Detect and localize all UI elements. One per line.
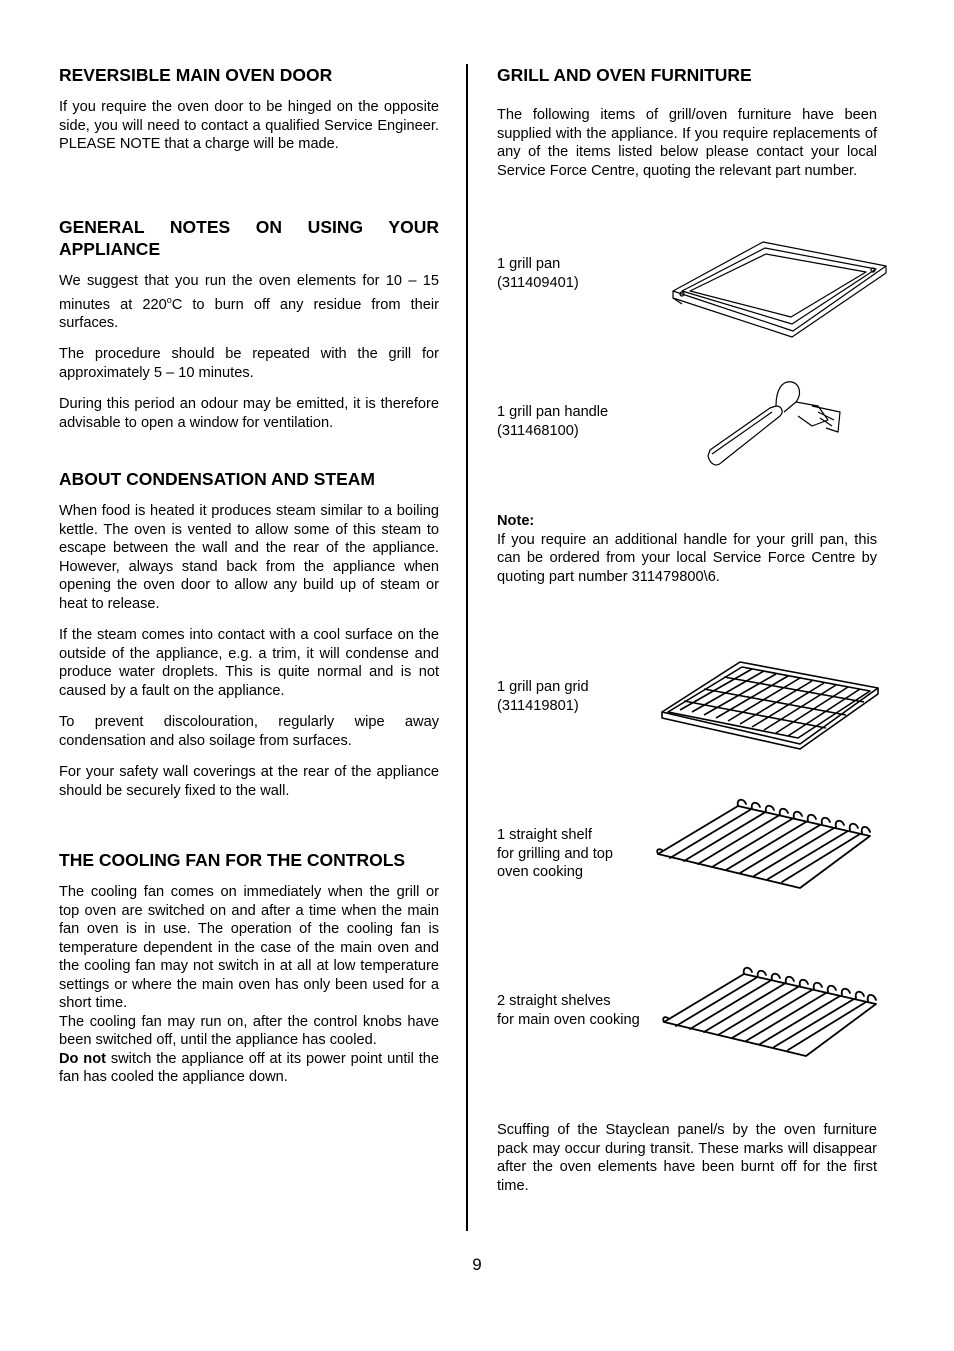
item-name: 1 grill pan handle [497,404,609,420]
paragraph: If the steam comes into contact with a cool surface on the outside of the appliance, e.g. a trim, it will condense and produce water droplets. This is quite normal and is not caused by a fault on the appliance. [59,627,439,699]
footer-note [497,1121,877,1195]
note-block [497,512,877,586]
section-cooling-fan [59,849,439,1087]
item-straight-shelves-label [497,992,640,1029]
paragraph: For your safety wall coverings at the rear of the appliance should be securely fixed to the wall. [59,764,439,799]
paragraph [59,272,439,332]
item-name: 1 straight shelf [497,827,592,843]
section-general-notes [59,216,439,432]
item-description: for grilling and top [497,845,614,862]
item-name: 1 grill pan [497,256,561,272]
straight-shelf-icon [654,796,878,892]
item-description: oven cooking [497,864,584,880]
item-name: 1 grill pan grid [497,679,589,695]
paragraph: During this period an odour may be emitted, it is therefore advisable to open a window for ventilation. [59,396,439,431]
paragraph: When food is heated it produces steam similar to a boiling kettle. The oven is vented to allow some of this steam to escape between the wall and the rear of the appliance. However, always stand back from the appliance when opening the oven door to allow any build up of steam or heat to release. [59,503,439,612]
text-span: C to burn off any residue from their surfaces. [59,296,439,331]
section-title: GRILL AND OVEN FURNITURE [497,65,752,85]
item-grill-pan-handle-label [497,403,608,440]
section-reversible-door [59,64,439,154]
section-title-text: GENERAL NOTES ON USING YOUR APPLIANCE [59,217,439,259]
paragraph: The cooling fan comes on immediately when the grill or top oven are switched on and after a time when the main fan oven is in use. The operation of the cooling fan is temperature dependent in the case of the main oven and the cooling fan may not switch in at all at low temperature settings or where the main oven has only been used for a short time. [59,884,439,1011]
section-title: ABOUT CONDENSATION AND STEAM [59,469,375,489]
item-part-number: (311468100) [497,422,579,439]
column-divider [466,64,468,1231]
item-part-number: (311409401) [497,274,579,291]
item-straight-shelf-label [497,826,613,882]
straight-shelves-icon [660,964,884,1060]
bold-text: Do not [59,1050,106,1067]
paragraph: The cooling fan may run on, after the control knobs have been switched off, until the appliance has cooled. [59,1013,439,1048]
section-condensation [59,468,439,800]
section-furniture [497,64,877,180]
note-title: Note: [497,513,535,529]
item-description: for main oven cooking [497,1011,640,1028]
degree-sup: o [166,294,172,305]
page-number: 9 [472,1255,482,1274]
item-grill-pan-grid-label [497,678,589,715]
paragraph [59,1050,439,1087]
text-span: We suggest that you run the oven elements for 10 – 15 minutes at 220 [59,273,439,313]
grill-pan-handle-icon [700,376,845,471]
paragraph: If you require the oven door to be hinged on the opposite side, you will need to contact a qualified Service Engineer. PLEASE NOTE that a charge will be made. [59,99,439,152]
section-title [59,216,439,260]
grill-pan-icon [668,236,893,338]
paragraph: Scuffing of the Stayclean panel/s by the oven furniture pack may occur during transit. These marks will disappear after the oven elements have been burnt off for the first time. [497,1122,877,1194]
note-text: If you require an additional handle for your grill pan, this can be ordered from your local Service Force Centre by quoting part number 311479800\6. [497,531,877,585]
item-part-number: (311419801) [497,697,579,714]
paragraph: The procedure should be repeated with the grill for approximately 5 – 10 minutes. [59,346,439,381]
item-name: 2 straight shelves [497,993,611,1009]
section-title: REVERSIBLE MAIN OVEN DOOR [59,65,333,85]
text-span: switch the appliance off at its power point until the fan has cooled the appliance down. [59,1050,439,1085]
paragraph: To prevent discolouration, regularly wipe away condensation and also soilage from surfaces. [59,714,439,749]
section-title: THE COOLING FAN FOR THE CONTROLS [59,850,406,870]
paragraph: The following items of grill/oven furniture have been supplied with the appliance. If you require replacements of any of the items listed below please contact your local Service Force Centre, quoting the relevant part number. [497,107,877,179]
item-grill-pan-label [497,255,579,292]
grill-pan-grid-icon [658,658,884,750]
